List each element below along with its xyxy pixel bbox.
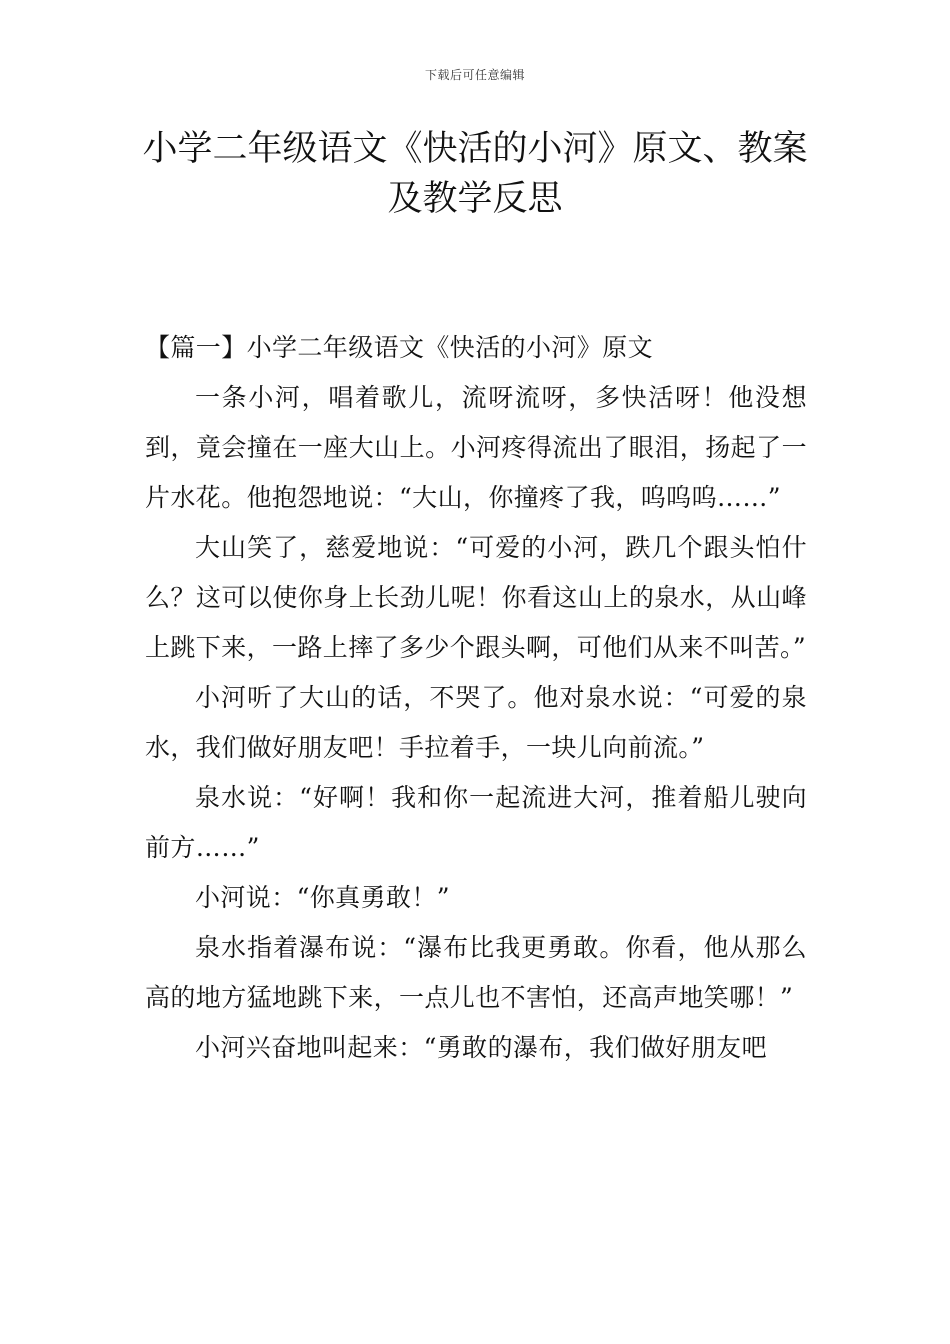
document-title: 小学二年级语文《快活的小河》原文、教案及教学反思 — [142, 129, 808, 219]
paragraph: 泉水说：“好啊！我和你一起流进大河，推着船儿驶向前方……” — [145, 783, 807, 862]
header-note: 下载后可任意编辑 — [424, 68, 525, 82]
paragraph: 大山笑了，慈爱地说：“可爱的小河，跌几个跟头怕什么？这可以使你身上长劲儿呢！你看这山上的泉水，从山峰上跳下来，一路上摔了多少个跟头啊，可他们从来不叫苦。” — [145, 533, 807, 662]
paragraph: 泉水指着瀑布说：“瀑布比我更勇敢。你看，他从那么高的地方猛地跳下来，一点儿也不害怕，还高声地笑哪！” — [145, 933, 807, 1012]
paragraph: 小河说：“你真勇敢！” — [195, 883, 450, 912]
document-body — [145, 323, 807, 1073]
paragraph: 小河听了大山的话，不哭了。他对泉水说：“可爱的泉水，我们做好朋友吧！手拉着手，一块儿向前流。” — [145, 683, 807, 762]
section-heading: 【篇一】小学二年级语文《快活的小河》原文 — [145, 333, 654, 362]
paragraph: 小河兴奋地叫起来：“勇敢的瀑布，我们做好朋友吧 — [195, 1033, 767, 1062]
paragraph: 一条小河，唱着歌儿，流呀流呀，多快活呀！他没想到，竟会撞在一座大山上。小河疼得流出了眼泪，扬起了一片水花。他抱怨地说：“大山，你撞疼了我，呜呜呜……” — [145, 383, 807, 512]
